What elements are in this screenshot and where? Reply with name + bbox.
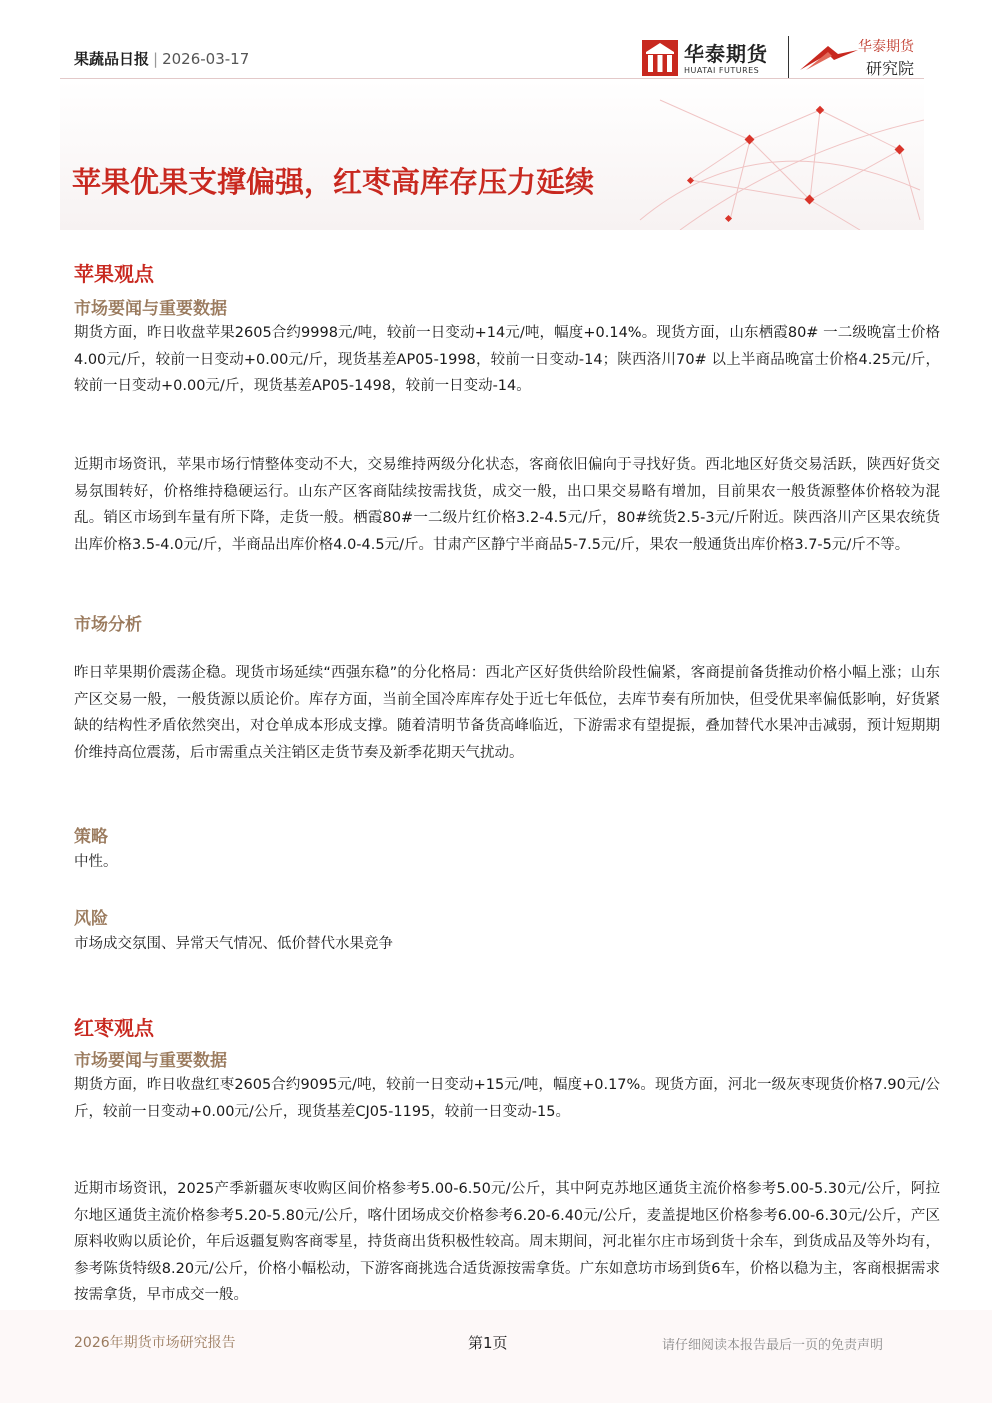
title-banner bbox=[60, 80, 924, 230]
institute-name-line2: 研究院 bbox=[866, 59, 915, 78]
apple-section-heading: 苹果观点 bbox=[74, 262, 154, 286]
report-header bbox=[74, 48, 249, 69]
page-title: 苹果优果支撑偏强，红枣高库存压力延续 bbox=[72, 165, 595, 199]
report-date: 2026-03-17 bbox=[162, 50, 250, 68]
institute-name-line1: 华泰期货 bbox=[858, 39, 914, 55]
logo-divider bbox=[788, 36, 789, 78]
apple-analysis-heading: 市场分析 bbox=[74, 615, 142, 635]
huatai-logo-icon bbox=[642, 38, 678, 78]
footer-report-label: 2026年期货市场研究报告 bbox=[74, 1335, 236, 1351]
logo-english-name: HUATAI FUTURES bbox=[684, 66, 760, 75]
institute-logo bbox=[798, 36, 924, 80]
apple-news-paragraph-2: 近期市场资讯，苹果市场行情整体变动不大，交易维持两级分化状态，客商依旧偏向于寻找好货。西北地区好货交易活跃，陕西好货交易氛围转好，价格维持稳硬运行。山东产区客商陆续按需找货，成交一般，出口果交易略有增加，目前果农一般货源整体价格较为混乱。销区市场到车量有所下降，走货一般。栖霞80#一二级片红价格3.2-4.5元/斤，80#统货2.5-3元/斤附近。陕西洛川产区果农统货出库价格3.5-4.0元/斤，半商品出库价格4.0-4.5元/斤。甘肃产区静宁半商品5-7.5元/斤，果农一般通货出库价格3.7-5元/斤不等。 bbox=[74, 457, 940, 553]
apple-risk-heading: 风险 bbox=[74, 909, 108, 929]
network-graphic-icon bbox=[600, 80, 924, 230]
apple-strategy-heading: 策略 bbox=[74, 827, 108, 847]
footer-disclaimer-note: 请仔细阅读本报告最后一页的免责声明 bbox=[662, 1338, 884, 1353]
logo-chinese-name: 华泰期货 bbox=[684, 42, 768, 66]
footer-background bbox=[0, 1310, 992, 1403]
jujube-news-heading: 市场要闻与重要数据 bbox=[74, 1051, 227, 1071]
header-rule bbox=[60, 78, 924, 79]
huatai-logo bbox=[642, 38, 782, 78]
jujube-section-heading: 红枣观点 bbox=[74, 1016, 154, 1040]
apple-news-paragraph-1: 期货方面，昨日收盘苹果2605合约9998元/吨，较前一日变动+14元/吨，幅度+0.14%。现货方面，山东栖霞80# 一二级晚富士价格4.00元/斤，较前一日变动+0.00元/斤，现货基差AP05-1998，较前一日变动-14；陕西洛川70# 以上半商品晚富士价格4.25元/斤，较前一日变动+0.00元/斤，现货基差AP05-1498，较前一日变动-14。 bbox=[74, 325, 940, 394]
header-separator: | bbox=[153, 50, 159, 68]
report-name: 果蔬品日报 bbox=[74, 50, 150, 68]
swoosh-icon bbox=[798, 40, 860, 74]
footer-page-number: 第1页 bbox=[468, 1334, 508, 1352]
apple-risk-text: 市场成交氛围、异常天气情况、低价替代水果竞争 bbox=[74, 936, 393, 952]
jujube-news-paragraph-2: 近期市场资讯，2025产季新疆灰枣收购区间价格参考5.00-6.50元/公斤，其中阿克苏地区通货主流价格参考5.00-5.30元/公斤，阿拉尔地区通货主流价格参考5.20-5.80元/公斤，喀什团场成交价格参考6.20-6.40元/公斤，麦盖提地区价格参考6.00-6.30元/公斤，产区原料收购以质论价，年后返疆复购客商零星，持货商出货积极性较高。周末期间，河北崔尔庄市场到货十余车，到货成品及等外均有，参考陈货特级8.20元/公斤，价格小幅松动，下游客商挑选合适货源按需拿货。广东如意坊市场到货6车，价格以稳为主，客商根据需求按需拿货，早市成交一般。 bbox=[74, 1181, 940, 1303]
apple-news-heading: 市场要闻与重要数据 bbox=[74, 299, 227, 319]
jujube-news-paragraph-1: 期货方面，昨日收盘红枣2605合约9095元/吨，较前一日变动+15元/吨，幅度+0.17%。现货方面，河北一级灰枣现货价格7.90元/公斤，较前一日变动+0.00元/公斤，现货基差CJ05-1195，较前一日变动-15。 bbox=[74, 1077, 940, 1120]
apple-analysis-paragraph: 昨日苹果期价震荡企稳。现货市场延续“西强东稳”的分化格局：西北产区好货供给阶段性偏紧，客商提前备货推动价格小幅上涨；山东产区交易一般，一般货源以质论价。库存方面，当前全国冷库库存处于近七年低位，去库节奏有所加快，但受优果率偏低影响，好货紧缺的结构性矛盾依然突出，对仓单成本形成支撑。随着清明节备货高峰临近，下游需求有望提振，叠加替代水果冲击减弱，预计短期期价维持高位震荡，后市需重点关注销区走货节奏及新季花期天气扰动。 bbox=[74, 665, 940, 761]
apple-strategy-text: 中性。 bbox=[74, 854, 118, 870]
